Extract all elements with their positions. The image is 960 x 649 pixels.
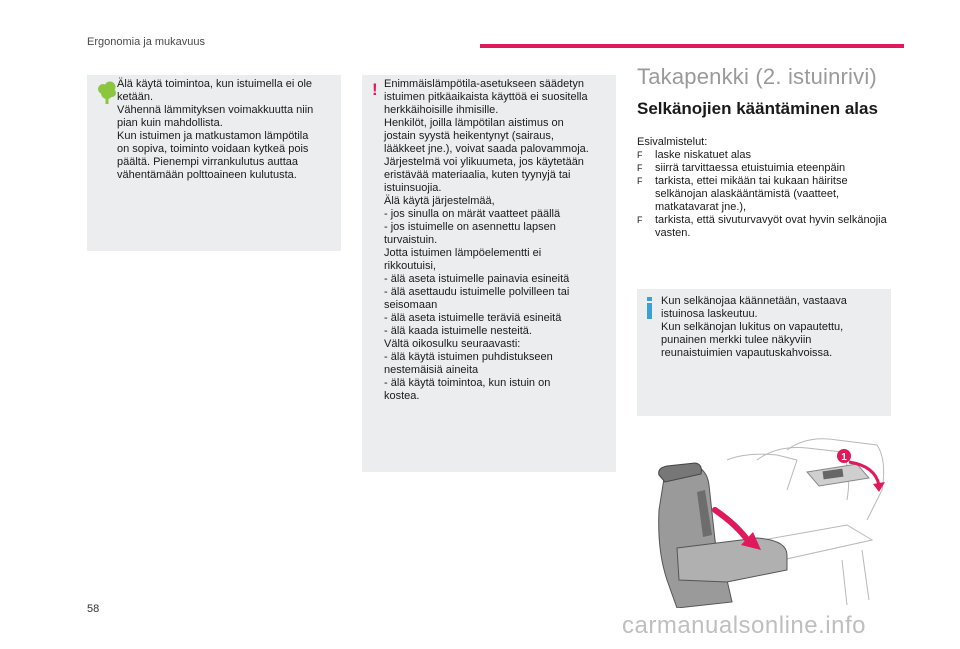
info-icon [647,297,652,319]
list-item: F siirrä tarvittaessa etuistuimia eteenpäin [637,162,846,174]
list-item: F laske niskatuet alas [637,149,751,161]
section-subtitle: Selkänojien kääntäminen alas [637,99,878,118]
rear-seat-illustration [637,430,891,608]
eco-tree-icon [97,81,117,105]
info-box [637,289,891,416]
section-accent-bar [480,44,904,48]
watermark: carmanualsonline.info [622,612,866,639]
warning-text: Enimmäislämpötila-asetukseen säädetyn istuimen pitkäaikaista käyttöä ei suositella herkkäihoisille ihmisille. Henkilöt, joilla lämpötilan aistimus on jostain syystä heikentynyt (sairaus, lääkkeet jne.), voivat saada palovammoja. Järjestelmä voi ylikuumeta, jos käytetään eristävää materiaalia, kuten tyynyjä tai istuinsuojia. Älä käytä järjestelmää, - jos sinulla on märät vaatteet päällä - jos istuimelle on asennettu lapsen turvaistuin. Jotta istuimen lämpöelementti ei rikkoutuisi, - älä aseta istuimelle painavia esineitä - älä asettaudu istuimelle polvilleen tai seisomaan - älä aseta istuimelle teräviä esineitä - älä kaada istuimelle nesteitä. Vältä oikosulku seuraavasti: - älä käytä istuimen puhdistukseen nestemäisiä aineita - älä käytä toimintoa, kun istuin on kostea. [384,78,589,402]
info-text: Kun selkänojaa käännetään, vastaava istuinosa laskeutuu. Kun selkänojan lukitus on vapautettu, punainen merkki tulee näkyviin reunaistuimien vapautuskahvoissa. [661,295,847,359]
section-title: Ergonomia ja mukavuus [87,36,206,48]
page-title: Takapenkki (2. istuinrivi) [637,64,877,89]
warning-box [362,75,616,472]
eco-tip-text: Älä käytä toimintoa, kun istuimella ei ole ketään. Vähennä lämmityksen voimakkuutta niin pian kuin mahdollista. Kun istuimen ja matkustamon lämpötila on sopiva, toiminto voidaan kytkeä pois päältä. Pienempi virrankulutus auttaa vähentämään polttoaineen kulutusta. [117,78,314,181]
checkbox-icon: F [637,215,643,225]
checkbox-icon: F [637,176,643,186]
list-item: F tarkista, ettei mikään tai kukaan häiritse selkänojan alaskääntämistä (vaatteet, matkatavarat jne.), [637,175,848,213]
page-number: 58 [87,603,100,615]
list-item: F tarkista, että sivuturvavyöt ovat hyvin selkänojia vasten. [637,214,887,239]
preparation-checklist [637,136,891,240]
checkbox-icon: F [637,163,643,173]
checkbox-icon: F [637,150,643,160]
eco-tip-box [87,75,341,251]
warning-icon: ! [372,80,378,99]
checklist-intro: Esivalmistelut: [637,136,708,148]
callout-number: 1 [841,452,847,463]
